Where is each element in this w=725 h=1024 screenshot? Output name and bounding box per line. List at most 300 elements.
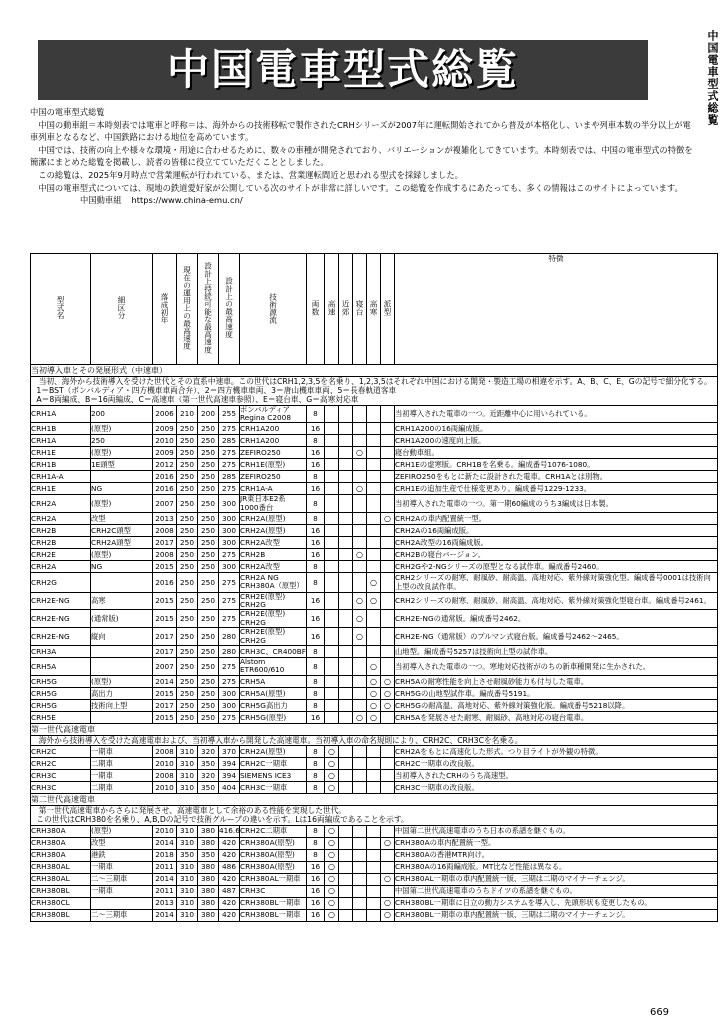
table-row (31, 537, 718, 549)
cell-suburban-mark (339, 770, 353, 782)
cell-sleeper-mark (353, 849, 367, 861)
cell-variant-mark: ○ (381, 687, 395, 699)
cell-sustained-max-speed: 380 (198, 861, 219, 873)
cell-feature: CRH5Aを発展させた耐寒、耐風砂、高地対応の寝台電車。 (395, 711, 718, 723)
cell-sleeper-mark (353, 687, 367, 699)
cell-suburban-mark (339, 646, 353, 658)
section-description-line: 1＝BST（ボンバルディア・四方機車車両合弁）、2＝四方機車車両、3＝唐山機車車両、5＝長春軌道客車 (36, 386, 397, 396)
cell-car-count: 8 (307, 687, 325, 699)
cell-feature: CRH5Aの耐寒性能を向上させ耐風砂能力も付与した電車。 (395, 675, 718, 687)
cell-sleeper-mark (353, 897, 367, 909)
cell-technology-origin: CRH5A (240, 675, 307, 687)
cell-sustained-max-speed: 380 (198, 837, 219, 849)
intro-paragraph-1: 中国の動車組＝本時刻表では電車と呼称＝は、海外からの技術移転で製作されたCRHシリーズが2007年に運転開始されてから普及が本格化し、いまや列車本数の半分以上が電車列車となるなど、中国鉄路における地位を高めています。 (30, 119, 691, 143)
cell-technology-origin: CRH380AL一期車 (240, 873, 307, 885)
cell-sleeper-mark (353, 423, 367, 435)
cell-coldproof-mark: ○ (367, 699, 381, 711)
cell-suburban-mark (339, 746, 353, 758)
cell-variant-mark (381, 525, 395, 537)
cell-coldproof-mark (367, 758, 381, 770)
header-highspeed: 高速 (325, 254, 339, 365)
header-coldproof: 高寒 (367, 254, 381, 365)
cell-variant-mark (381, 610, 395, 628)
cell-car-count: 16 (307, 873, 325, 885)
cell-suburban-mark (339, 909, 353, 921)
cell-subcategory (91, 897, 153, 909)
cell-subcategory: 一期車 (91, 746, 153, 758)
cell-car-count: 8 (307, 770, 325, 782)
cell-car-count: 16 (307, 628, 325, 646)
cell-sustained-max-speed: 250 (198, 513, 219, 525)
cell-design-max-speed: 280 (219, 646, 240, 658)
cell-variant-mark: ○ (381, 909, 395, 921)
cell-suburban-mark (339, 549, 353, 561)
cell-coldproof-mark: ○ (367, 675, 381, 687)
cell-sustained-max-speed: 250 (198, 592, 219, 610)
cell-technology-origin: SIEMENS ICE3 (240, 770, 307, 782)
cell-sustained-max-speed: 320 (198, 746, 219, 758)
cell-feature: CRH5Gの耐高温、高地対応、紫外線対策強化版。編成番号5218以降。 (395, 699, 718, 711)
cell-sleeper-mark: ○ (353, 628, 367, 646)
cell-variant-mark (381, 549, 395, 561)
cell-model-name: CRH1E (31, 447, 91, 459)
cell-variant-mark (381, 782, 395, 794)
cell-suburban-mark (339, 483, 353, 495)
cell-sleeper-mark (353, 699, 367, 711)
cell-current-max-speed: 250 (177, 628, 198, 646)
cell-variant-mark: ○ (381, 699, 395, 711)
section-description (31, 735, 718, 745)
cell-car-count: 16 (307, 549, 325, 561)
cell-technology-origin: CRH1A200 (240, 423, 307, 435)
cell-current-max-speed: 250 (177, 435, 198, 447)
table-row (31, 459, 718, 471)
cell-technology-origin: CRH2A(原型) (240, 746, 307, 758)
cell-model-name: CRH5E (31, 711, 91, 723)
page-number: 669 (649, 1007, 670, 1018)
cell-car-count: 8 (307, 561, 325, 573)
cell-design-max-speed: 300 (219, 525, 240, 537)
cell-feature: 当初導入されたCRHのうち高速型。 (395, 770, 718, 782)
cell-feature: CRH2Gや2-NGシリーズの原型となる試作車。編成番号2460。 (395, 561, 718, 573)
table-row (31, 711, 718, 723)
cell-suburban-mark (339, 459, 353, 471)
cell-car-count: 8 (307, 837, 325, 849)
section-description-line: 当初、海外から技術導入を受けた世代とその直系中速車。この世代はCRH1,2,3,5を名乗り、1,2,3,5はそれぞれ中国における開発・製造工場の相違を示す。A、B、C、E、Gの記号で細分化する。 (38, 377, 712, 386)
cell-model-name: CRH2A (31, 513, 91, 525)
cell-design-max-speed: 486 (219, 861, 240, 873)
cell-variant-mark (381, 573, 395, 592)
cell-subcategory: 改型 (91, 513, 153, 525)
cell-suburban-mark (339, 525, 353, 537)
table-row (31, 435, 718, 447)
cell-variant-mark (381, 628, 395, 646)
cell-sustained-max-speed: 380 (198, 885, 219, 897)
cell-technology-origin: CRH380BL一期車 (240, 909, 307, 921)
cell-variant-mark (381, 537, 395, 549)
cell-first-year: 2015 (153, 610, 177, 628)
cell-coldproof-mark (367, 646, 381, 658)
cell-coldproof-mark (367, 837, 381, 849)
cell-highspeed-mark (325, 525, 339, 537)
cell-model-name: CRH2B (31, 537, 91, 549)
cell-sleeper-mark (353, 658, 367, 676)
cell-suburban-mark (339, 897, 353, 909)
cell-model-name: CRH380BL (31, 909, 91, 921)
table-row (31, 592, 718, 610)
table-row (31, 873, 718, 885)
cell-current-max-speed: 250 (177, 423, 198, 435)
cell-technology-origin: CRH1E(原型) (240, 459, 307, 471)
cell-sustained-max-speed: 380 (198, 873, 219, 885)
table-row (31, 837, 718, 849)
model-overview-table (30, 253, 718, 922)
cell-feature: CRH2E-NGの通常版。編成番号2462。 (395, 610, 718, 628)
cell-first-year: 2009 (153, 447, 177, 459)
cell-model-name: CRH380A (31, 825, 91, 837)
cell-design-max-speed: 300 (219, 495, 240, 513)
intro-block (30, 106, 695, 207)
cell-first-year: 2007 (153, 658, 177, 676)
intro-paragraph-4-text: 中国の電車型式については、現地の鉄道愛好家が公開している次のサイトが非常に詳しいです。この総覧を作成するにあたっても、多くの情報はこのサイトによっています。 (38, 182, 683, 193)
cell-subcategory: 一期車 (91, 885, 153, 897)
cell-subcategory: 一期車 (91, 861, 153, 873)
cell-design-max-speed: 300 (219, 561, 240, 573)
cell-technology-origin: CRH2C一期車 (240, 758, 307, 770)
cell-suburban-mark (339, 447, 353, 459)
cell-feature: 当初導入された電車の一つ。近距離中心に用いられている。 (395, 405, 718, 423)
cell-current-max-speed: 250 (177, 561, 198, 573)
cell-subcategory: 二〜三期車 (91, 873, 153, 885)
section-description-line: 第一世代高速電車からさらに発展させ、高速電車として余裕のある性能を実現した世代。 (38, 806, 346, 816)
table-row (31, 770, 718, 782)
cell-technology-origin: CRH2E(原型) CRH2G (240, 628, 307, 646)
header-variant: 派型 (381, 254, 395, 365)
cell-first-year: 2016 (153, 483, 177, 495)
table-row (31, 897, 718, 909)
cell-design-max-speed: 416.6 (219, 826, 240, 836)
cell-coldproof-mark (367, 610, 381, 628)
cell-car-count: 8 (307, 782, 325, 794)
cell-suburban-mark (339, 699, 353, 711)
cell-current-max-speed: 250 (177, 471, 198, 483)
header-technology-origin: 技術源流 (240, 254, 307, 365)
table-row (31, 699, 718, 711)
cell-sustained-max-speed: 250 (198, 610, 219, 628)
cell-coldproof-mark (367, 405, 381, 423)
cell-design-max-speed: 300 (219, 699, 240, 711)
cell-technology-origin: CRH380A(原型) (240, 837, 307, 849)
cell-feature: 寝台動車組。 (395, 447, 718, 459)
cell-car-count: 8 (307, 675, 325, 687)
cell-feature: CRH380Aの車内配置統一型。 (395, 837, 718, 849)
cell-subcategory: CRH2C頭型 (91, 525, 153, 537)
cell-design-max-speed: 275 (219, 711, 240, 723)
table-row (31, 549, 718, 561)
cell-first-year: 2015 (153, 687, 177, 699)
cell-model-name: CRH1A (31, 435, 91, 447)
cell-model-name: CRH1A-A (31, 471, 91, 483)
cell-model-name: CRH2C (31, 746, 91, 758)
cell-first-year: 2016 (153, 573, 177, 592)
cell-sustained-max-speed: 250 (198, 471, 219, 483)
cell-car-count: 16 (307, 861, 325, 873)
cell-highspeed-mark: ○ (325, 825, 339, 837)
cell-design-max-speed: 300 (219, 537, 240, 549)
cell-technology-origin: CRH5A(原型) (240, 687, 307, 699)
cell-model-name: CRH380CL (31, 897, 91, 909)
title-banner (38, 40, 648, 100)
table-row (31, 646, 718, 658)
cell-variant-mark (381, 861, 395, 873)
cell-first-year: 2009 (153, 423, 177, 435)
cell-subcategory: 技術向上型 (91, 699, 153, 711)
cell-first-year: 2010 (153, 758, 177, 770)
cell-technology-origin: CRH380BL一期車 (240, 897, 307, 909)
cell-first-year: 2010 (153, 435, 177, 447)
table-row (31, 825, 718, 837)
cell-variant-mark (381, 711, 395, 723)
cell-model-name: CRH2E-NG (31, 610, 91, 628)
section-description-line: 海外から技術導入を受けた高速電車および、当初導入車から開発した高速電車。当初導入車の命名規則により、CRH2C、CRH3Cを名乗る。 (38, 735, 523, 745)
cell-variant-mark (381, 459, 395, 471)
cell-sustained-max-speed: 350 (198, 849, 219, 861)
cell-highspeed-mark (325, 471, 339, 483)
cell-variant-mark (381, 885, 395, 897)
cell-first-year: 2006 (153, 405, 177, 423)
cell-sleeper-mark (353, 746, 367, 758)
cell-sleeper-mark: ○ (353, 483, 367, 495)
cell-feature: CRH1A200の16両編成版。 (395, 423, 718, 435)
cell-sustained-max-speed: 250 (198, 646, 219, 658)
cell-car-count: 16 (307, 483, 325, 495)
section-description-row (31, 735, 718, 745)
section-description (31, 377, 718, 406)
cell-suburban-mark (339, 405, 353, 423)
cell-suburban-mark (339, 711, 353, 723)
cell-first-year: 2015 (153, 561, 177, 573)
cell-feature: CRH2Bの寝台バージョン。 (395, 549, 718, 561)
cell-first-year: 2018 (153, 849, 177, 861)
table-row (31, 675, 718, 687)
cell-first-year: 2013 (153, 897, 177, 909)
cell-suburban-mark (339, 885, 353, 897)
cell-suburban-mark (339, 837, 353, 849)
cell-sustained-max-speed: 250 (198, 495, 219, 513)
cell-design-max-speed: 300 (219, 513, 240, 525)
cell-technology-origin: CRH2A改型 (240, 537, 307, 549)
cell-suburban-mark (339, 423, 353, 435)
cell-first-year: 2010 (153, 782, 177, 794)
cell-sustained-max-speed: 250 (198, 459, 219, 471)
cell-first-year: 2017 (153, 646, 177, 658)
cell-car-count: 8 (307, 573, 325, 592)
cell-design-max-speed: 275 (219, 658, 240, 676)
cell-technology-origin: CRH1A-A (240, 483, 307, 495)
cell-highspeed-mark (325, 687, 339, 699)
cell-car-count: 16 (307, 897, 325, 909)
cell-sleeper-mark (353, 758, 367, 770)
cell-highspeed-mark: ○ (325, 909, 339, 921)
cell-highspeed-mark (325, 711, 339, 723)
cell-sleeper-mark (353, 825, 367, 837)
cell-first-year: 2017 (153, 699, 177, 711)
cell-model-name: CRH380BL (31, 885, 91, 897)
cell-model-name: CRH1B (31, 459, 91, 471)
cell-technology-origin: CRH3C一期車 (240, 782, 307, 794)
cell-current-max-speed: 310 (177, 837, 198, 849)
cell-current-max-speed: 310 (177, 770, 198, 782)
cell-design-max-speed: 487 (219, 885, 240, 897)
cell-model-name: CRH3C (31, 782, 91, 794)
section-title: 第一世代高速電車 (31, 723, 718, 735)
cell-subcategory (91, 573, 153, 592)
header-model: 型式名 (31, 254, 91, 365)
cell-design-max-speed: 275 (219, 549, 240, 561)
cell-suburban-mark (339, 658, 353, 676)
cell-coldproof-mark (367, 447, 381, 459)
cell-variant-mark: ○ (381, 675, 395, 687)
cell-design-max-speed: 420 (219, 837, 240, 849)
cell-sustained-max-speed: 350 (198, 758, 219, 770)
cell-sustained-max-speed: 250 (198, 658, 219, 676)
cell-highspeed-mark (325, 483, 339, 495)
cell-highspeed-mark: ○ (325, 746, 339, 758)
cell-design-max-speed: 420 (219, 849, 240, 861)
cell-feature: 当初導入された電車の一つ。第一期60編成のうち3編成は日本製。 (395, 495, 718, 513)
cell-design-max-speed: 285 (219, 435, 240, 447)
cell-coldproof-mark (367, 459, 381, 471)
cell-model-name: CRH380AL (31, 873, 91, 885)
cell-technology-origin: CRH2A(原型) (240, 525, 307, 537)
cell-current-max-speed: 350 (177, 849, 198, 861)
header-sustained-max-speed: 設計上持続可能な最高速度 (198, 254, 219, 365)
cell-coldproof-mark (367, 873, 381, 885)
cell-variant-mark (381, 770, 395, 782)
cell-sleeper-mark (353, 573, 367, 592)
cell-sleeper-mark (353, 525, 367, 537)
cell-feature: 中国第二世代高速電車のうちドイツの系譜を継ぐもの。 (395, 885, 718, 897)
header-suburban: 近郊 (339, 254, 353, 365)
cell-suburban-mark (339, 471, 353, 483)
cell-model-name: CRH2E (31, 549, 91, 561)
cell-suburban-mark (339, 782, 353, 794)
cell-highspeed-mark (325, 646, 339, 658)
cell-sustained-max-speed: 250 (198, 628, 219, 646)
cell-feature: CRH2Aの車内配置統一型。 (395, 513, 718, 525)
cell-subcategory: (原型) (91, 495, 153, 513)
cell-highspeed-mark (325, 699, 339, 711)
cell-sleeper-mark (353, 405, 367, 423)
cell-sleeper-mark (353, 537, 367, 549)
cell-car-count: 8 (307, 758, 325, 770)
table-row (31, 687, 718, 699)
cell-subcategory: 1E頭型 (91, 459, 153, 471)
cell-sustained-max-speed: 250 (198, 561, 219, 573)
cell-variant-mark (381, 825, 395, 837)
cell-sleeper-mark (353, 646, 367, 658)
cell-current-max-speed: 250 (177, 687, 198, 699)
cell-feature: CRH380Aの香港MTR向け。 (395, 849, 718, 861)
cell-design-max-speed: 275 (219, 483, 240, 495)
cell-car-count: 8 (307, 699, 325, 711)
source-name: 中国動車組 (80, 195, 122, 206)
cell-car-count: 8 (307, 471, 325, 483)
cell-coldproof-mark (367, 825, 381, 837)
cell-subcategory (91, 471, 153, 483)
cell-feature: CRH2E-NG（通常版）のプルマン式寝台版。編成番号2462〜2465。 (395, 628, 718, 646)
cell-model-name: CRH1E (31, 483, 91, 495)
cell-design-max-speed: 255 (219, 405, 240, 423)
cell-subcategory: 改型 (91, 837, 153, 849)
cell-first-year: 2008 (153, 525, 177, 537)
cell-variant-mark (381, 561, 395, 573)
cell-sleeper-mark (353, 873, 367, 885)
cell-subcategory: 港鉄 (91, 849, 153, 861)
source-url[interactable]: https://www.china-emu.cn/ (131, 195, 243, 206)
cell-suburban-mark (339, 592, 353, 610)
table-row (31, 658, 718, 676)
cell-highspeed-mark (325, 459, 339, 471)
cell-technology-origin: CRH380A(原型) (240, 849, 307, 861)
cell-feature: CRH380Aの16両編成版。MT比など性能は異なる。 (395, 861, 718, 873)
cell-first-year: 2007 (153, 495, 177, 513)
cell-current-max-speed: 310 (177, 873, 198, 885)
cell-suburban-mark (339, 495, 353, 513)
cell-sustained-max-speed: 200 (198, 405, 219, 423)
cell-sustained-max-speed: 250 (198, 711, 219, 723)
cell-car-count: 16 (307, 423, 325, 435)
cell-feature: 山地型。編成番号5257は技術向上型の試作車。 (395, 646, 718, 658)
cell-suburban-mark (339, 435, 353, 447)
cell-model-name: CRH3C (31, 770, 91, 782)
cell-first-year: 2011 (153, 885, 177, 897)
cell-highspeed-mark: ○ (325, 873, 339, 885)
cell-sustained-max-speed: 250 (198, 525, 219, 537)
cell-sustained-max-speed: 350 (198, 782, 219, 794)
intro-paragraph-4 (30, 182, 695, 207)
cell-model-name: CRH5G (31, 699, 91, 711)
cell-sustained-max-speed: 250 (198, 483, 219, 495)
cell-first-year: 2008 (153, 746, 177, 758)
cell-highspeed-mark (325, 513, 339, 525)
cell-sleeper-mark (353, 435, 367, 447)
cell-highspeed-mark (325, 495, 339, 513)
cell-first-year: 2016 (153, 471, 177, 483)
table-row (31, 483, 718, 495)
cell-subcategory: 200 (91, 405, 153, 423)
section-description (31, 806, 718, 825)
cell-feature: CRH1Eの虚寒版。CRH1Bを名乗る。編成番号1076-1080。 (395, 459, 718, 471)
cell-sustained-max-speed: 380 (198, 897, 219, 909)
cell-current-max-speed: 310 (177, 861, 198, 873)
cell-technology-origin: CRH2C二期車 (240, 825, 307, 837)
cell-sleeper-mark (353, 495, 367, 513)
cell-design-max-speed: 394 (219, 770, 240, 782)
cell-sleeper-mark: ○ (353, 549, 367, 561)
header-design-max-speed: 設計上の最高速度 (219, 254, 240, 365)
cell-suburban-mark (339, 537, 353, 549)
cell-suburban-mark (339, 610, 353, 628)
cell-first-year: 2015 (153, 592, 177, 610)
cell-feature: CRH380BL一期車に日立の動力システムを導入し、先頭形状も変更したもの。 (395, 897, 718, 909)
cell-feature: CRH2Aの16両編成版。 (395, 525, 718, 537)
cell-technology-origin: CRH380A(原型) (240, 861, 307, 873)
cell-design-max-speed: 420 (219, 897, 240, 909)
cell-subcategory: (通常版) (91, 610, 153, 628)
cell-highspeed-mark: ○ (325, 758, 339, 770)
cell-sleeper-mark (353, 885, 367, 897)
